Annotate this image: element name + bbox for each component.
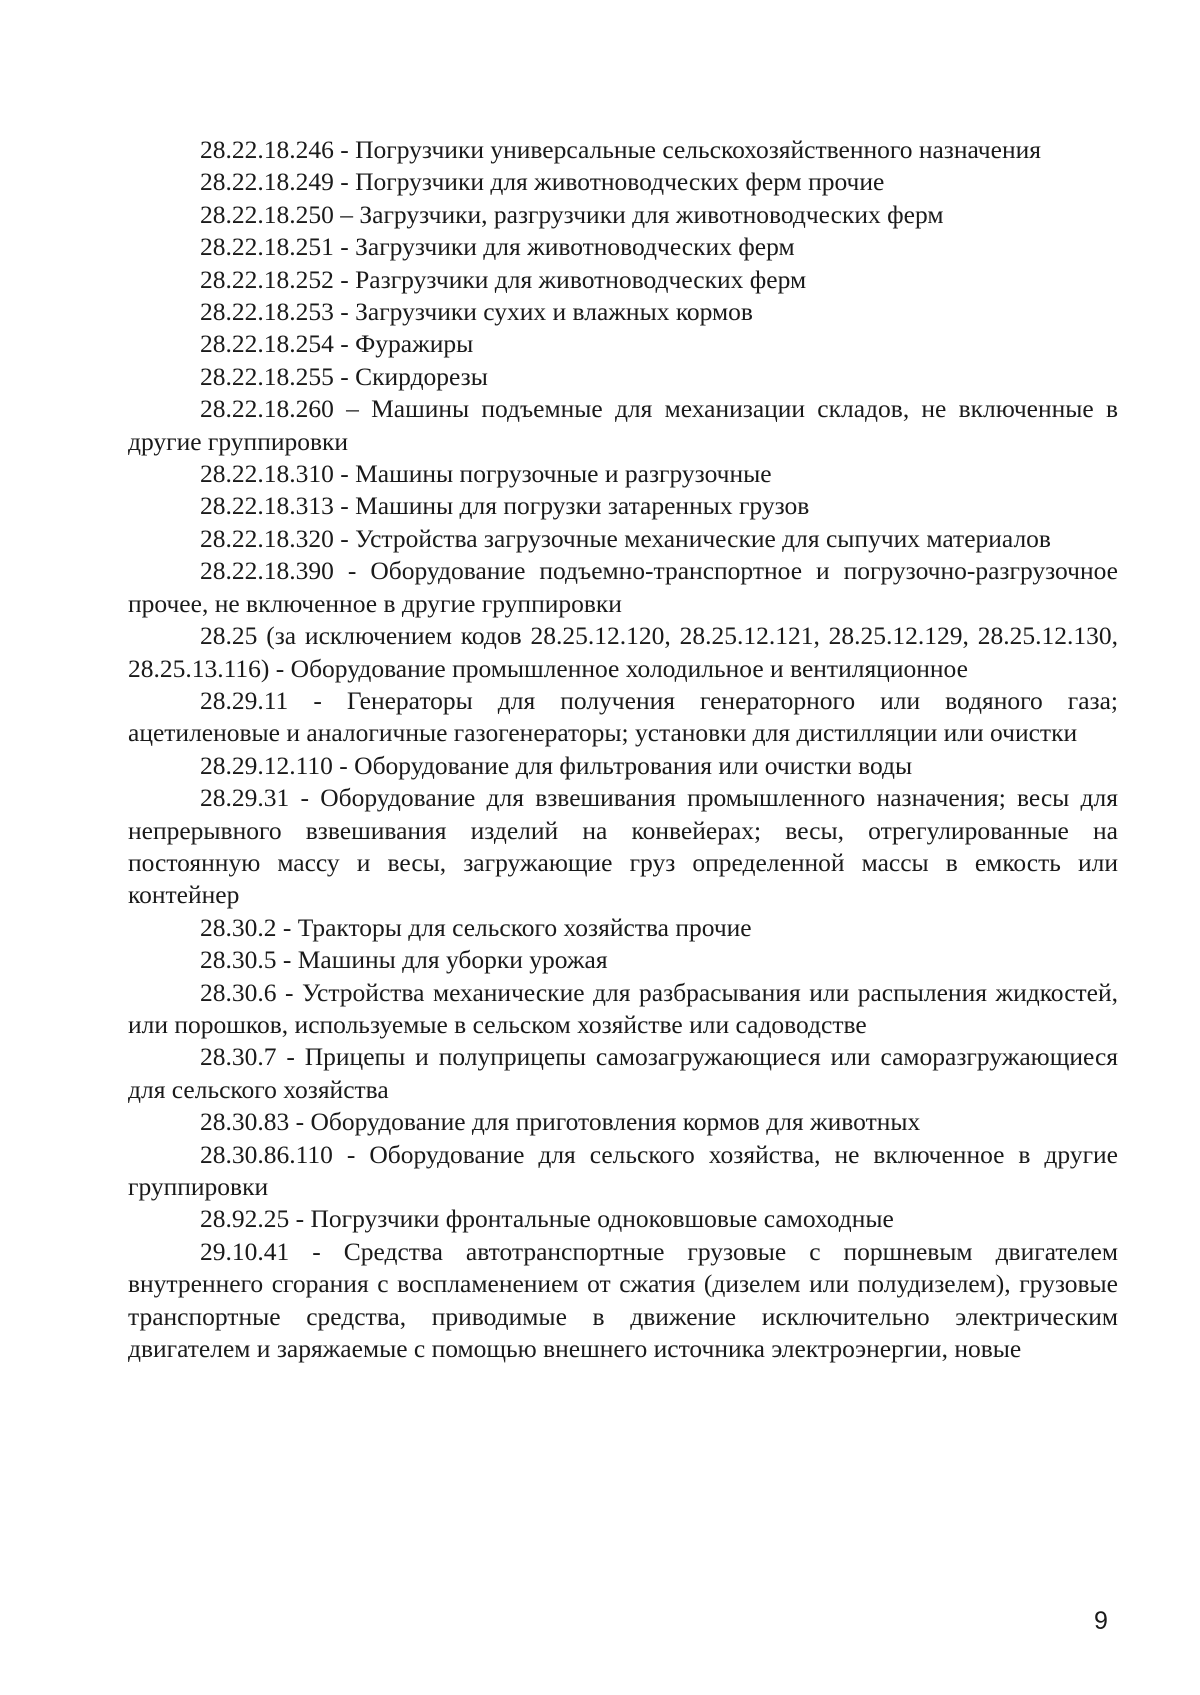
entry-paragraph: 29.10.41 - Средства автотранспортные грузовые с поршневым двигателем внутреннего сгорания с воспламенением от сжатия (дизелем или полудизелем), грузовые транспортные средства, приводимые в движение исключительно электрическим двигателем и заряжаемые с помощью внешнего источника электроэнергии, новые [128, 1236, 1118, 1364]
entry-paragraph: 28.30.6 - Устройства механические для разбрасывания или распыления жидкостей, или порошков, используемые в сельском хозяйстве или садоводстве [128, 977, 1118, 1039]
entry-paragraph: 28.29.31 - Оборудование для взвешивания промышленного назначения; весы для непрерывного взвешивания изделий на конвейерах; весы, отрегулированные на постоянную массу и весы, загружающие груз определенной массы в емкость или контейнер [128, 783, 1118, 910]
entry-paragraph: 28.29.12.110 - Оборудование для фильтрования или очистки воды [200, 750, 913, 780]
entry-paragraph: 28.22.18.252 - Разгрузчики для животноводческих ферм [200, 264, 807, 294]
entry-paragraph: 28.22.18.246 - Погрузчики универсальные сельскохозяйственного назначения [200, 135, 1041, 164]
entry-paragraph: 28.22.18.310 - Машины погрузочные и разгрузочные [200, 459, 772, 489]
entry-paragraph: 28.22.18.250 – Загрузчики, разгрузчики для животноводческих ферм [200, 199, 944, 229]
entry-paragraph: 28.22.18.313 - Машины для погрузки затаренных грузов [200, 491, 810, 521]
entry-paragraph: 28.22.18.253 - Загрузчики сухих и влажных кормов [200, 297, 753, 327]
entry-paragraph: 28.30.2 - Тракторы для сельского хозяйства прочие [200, 912, 752, 942]
entry-paragraph: 28.22.18.251 - Загрузчики для животноводческих ферм [200, 232, 795, 262]
entry-paragraph: 28.22.18.320 - Устройства загрузочные механические для сыпучих материалов [200, 523, 1051, 553]
entry-paragraph: 28.30.5 - Машины для уборки урожая [200, 945, 608, 975]
document-body [128, 134, 1118, 1365]
entry-paragraph: 28.22.18.254 - Фуражиры [200, 329, 474, 359]
entry-paragraph: 28.29.11 - Генераторы для получения генераторного или водяного газа; ацетиленовые и аналогичные газогенераторы; установки для дистилляции или очистки [128, 685, 1118, 748]
entry-paragraph: 28.22.18.390 - Оборудование подъемно-транспортное и погрузочно-разгрузочное прочее, не включенное в другие группировки [128, 556, 1118, 618]
page-number: 9 [1094, 1607, 1108, 1635]
entry-paragraph: 28.92.25 - Погрузчики фронтальные одноковшовые самоходные [200, 1204, 894, 1234]
entry-paragraph: 28.22.18.249 - Погрузчики для животноводческих ферм прочие [200, 167, 885, 197]
entry-paragraph: 28.30.7 - Прицепы и полуприцепы самозагружающиеся или саморазгружающиеся для сельского хозяйства [128, 1042, 1118, 1104]
entry-paragraph: 28.22.18.260 – Машины подъемные для механизации складов, не включенные в другие группировки [128, 394, 1118, 456]
entry-paragraph: 28.30.83 - Оборудование для приготовления кормов для животных [200, 1107, 921, 1137]
entry-paragraph: 28.25 (за исключением кодов 28.25.12.120, 28.25.12.121, 28.25.12.129, 28.25.12.130, 28.25.13.116) - Оборудование промышленное холодильное и вентиляционное [128, 621, 1118, 683]
entry-paragraph: 28.22.18.255 - Скирдорезы [200, 361, 488, 391]
entry-paragraph: 28.30.86.110 - Оборудование для сельского хозяйства, не включенное в другие группировки [128, 1139, 1118, 1201]
